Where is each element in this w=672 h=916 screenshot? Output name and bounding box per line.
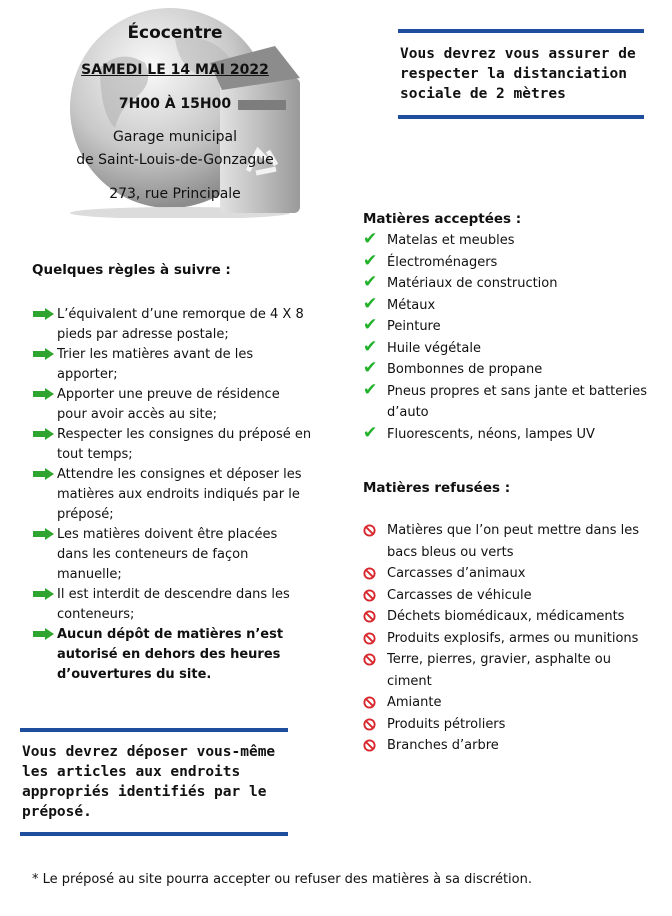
refused-item-text: Amiante [387, 695, 442, 710]
rule-item [32, 465, 312, 525]
accepted-item [363, 381, 658, 424]
refused-item [363, 606, 658, 628]
no-entry-icon [363, 718, 376, 731]
green-arrow-icon [32, 388, 55, 400]
refused-item-text: Déchets biomédicaux, médicaments [387, 609, 625, 624]
no-entry-icon [363, 632, 376, 645]
check-icon: ✔ [363, 293, 378, 314]
no-entry-icon [363, 610, 376, 623]
refused-item [363, 585, 658, 607]
accepted-item-text: Peinture [387, 319, 441, 334]
accepted-item [363, 316, 658, 338]
refused-list [363, 520, 658, 757]
accepted-item [363, 230, 658, 252]
rule-text: Aucun dépôt de matières n’est autorisé en dehors des heures d’ouvertures du site. [57, 627, 284, 682]
no-entry-icon [363, 739, 376, 752]
event-header [40, 22, 310, 202]
no-entry-icon [363, 589, 376, 602]
event-place [40, 126, 310, 172]
check-icon: ✔ [363, 336, 378, 357]
accepted-item-text: Métaux [387, 297, 436, 313]
green-arrow-icon [32, 628, 55, 640]
green-arrow-icon [32, 308, 55, 320]
refused-item-text: Carcasses d’animaux [387, 566, 526, 581]
accepted-item-text: Fluorescents, néons, lampes UV [387, 426, 595, 442]
accepted-item [363, 359, 658, 381]
green-arrow-icon [32, 528, 55, 540]
accepted-item [363, 424, 658, 446]
refused-item-text: Produits explosifs, armes ou munitions [387, 630, 639, 646]
footnote: * Le préposé au site pourra accepter ou refuser des matières à sa discrétion. [32, 872, 532, 887]
refused-title: Matières refusées : [363, 480, 511, 496]
no-entry-icon [363, 696, 376, 709]
refused-item [363, 735, 658, 757]
green-arrow-icon [32, 348, 55, 360]
refused-item [363, 714, 658, 736]
rule-text: Les matières doivent être placées dans les conteneurs de façon manuelle; [57, 527, 278, 582]
event-hours: 7H00 À 15H00 [118, 96, 232, 112]
refused-item [363, 628, 658, 650]
accepted-item [363, 273, 658, 295]
rule-text: Apporter une preuve de résidence pour avoir accès au site; [57, 387, 280, 422]
no-entry-icon [363, 524, 376, 537]
rule-item [32, 525, 312, 585]
refused-item [363, 649, 658, 692]
refused-item [363, 692, 658, 714]
event-address: 273, rue Principale [109, 186, 241, 202]
rule-item [32, 305, 312, 345]
no-entry-icon [363, 567, 376, 580]
rule-text: Trier les matières avant de les apporter; [57, 347, 254, 382]
green-arrow-icon [32, 468, 55, 480]
refused-item-text: Produits pétroliers [387, 716, 506, 732]
check-icon: ✔ [363, 358, 378, 378]
refused-item-text: Carcasses de véhicule [387, 587, 532, 603]
refused-item-text: Branches d’arbre [387, 738, 499, 753]
accepted-item-text: Électroménagers [387, 254, 498, 270]
check-icon: ✔ [363, 229, 378, 249]
rule-item [32, 425, 312, 465]
refused-item [363, 520, 658, 563]
check-icon: ✔ [363, 315, 378, 335]
check-icon: ✔ [363, 272, 378, 292]
green-arrow-icon [32, 428, 55, 440]
rule-text: Il est interdit de descendre dans les conteneurs; [57, 587, 290, 622]
accepted-item [363, 338, 658, 360]
accepted-list [363, 230, 658, 445]
refused-item-text: Terre, pierres, gravier, asphalte ou ciment [387, 652, 611, 689]
rule-text: Attendre les consignes et déposer les matières aux endroits indiqués par le préposé; [57, 467, 302, 522]
accepted-item [363, 252, 658, 274]
check-icon: ✔ [363, 379, 378, 400]
rule-text: L’équivalent d’une remorque de 4 X 8 pieds par adresse postale; [57, 307, 304, 342]
rule-text: Respecter les consignes du préposé en tout temps; [57, 427, 312, 462]
accepted-item-text: Matériaux de construction [387, 276, 558, 291]
event-date: SAMEDI LE 14 MAI 2022 [81, 62, 269, 78]
rule-item [32, 585, 312, 625]
rule-item [32, 625, 312, 685]
refused-item [363, 563, 658, 585]
accepted-item-text: Pneus propres et sans jante et batteries d’auto [387, 383, 647, 420]
notice-deposit: Vous devrez déposer vous-même les articles aux endroits appropriés identifiés par le préposé. [20, 728, 288, 836]
notice-distancing: Vous devrez vous assurer de respecter la distanciation sociale de 2 mètres [398, 29, 644, 119]
rule-item [32, 385, 312, 425]
rules-title: Quelques règles à suivre : [32, 262, 231, 278]
event-title: Écocentre [127, 23, 223, 43]
rule-item [32, 345, 312, 385]
accepted-item-text: Bombonnes de propane [387, 362, 543, 377]
no-entry-icon [363, 653, 376, 666]
accepted-title: Matières acceptées : [363, 211, 522, 227]
check-icon: ✔ [363, 250, 378, 271]
refused-item-text: Matières que l’on peut mettre dans les bacs bleus ou verts [387, 523, 640, 560]
accepted-item-text: Matelas et meubles [387, 233, 515, 248]
place-line-1: Garage municipal [113, 129, 237, 145]
check-icon: ✔ [363, 422, 378, 443]
green-arrow-icon [32, 588, 55, 600]
place-line-2: de Saint-Louis-de-Gonzague [76, 152, 274, 168]
accepted-item-text: Huile végétale [387, 340, 481, 356]
accepted-item [363, 295, 658, 317]
rules-list [32, 305, 312, 685]
